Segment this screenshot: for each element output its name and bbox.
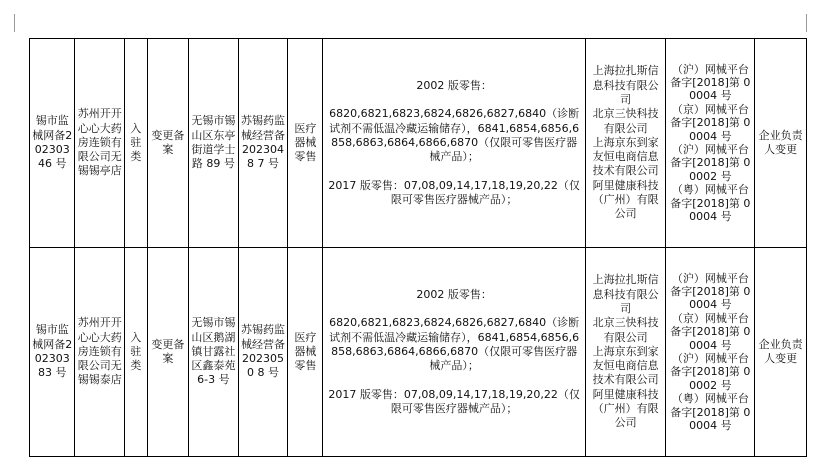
platform-record-numbers: （沪）网械平台备字[2018]第 00004 号 （京）网械平台备字[2018]第 00004 号 （沪）网械平台备字[2018]第 00002 号 （粤）网械平台备字[2018]第 00004 号 bbox=[666, 39, 755, 248]
page-corner-mark-right bbox=[806, 14, 807, 32]
business-category: 医疗器械零售 bbox=[288, 248, 323, 457]
filing-number: 锡市监械网备202303 83 号 bbox=[30, 248, 75, 457]
entry-type: 入驻类 bbox=[125, 39, 148, 248]
change-type: 变更备案 bbox=[147, 39, 188, 248]
table-row bbox=[30, 39, 807, 248]
scope-2017: 2017 版零售：07,08,09,14,17,18,19,20,22（仅限可零售医疗器械产品）； bbox=[328, 387, 580, 416]
table-row bbox=[30, 248, 807, 457]
platform-companies: 上海拉扎斯信息科技有限公司 北京三快科技有限公司 上海京东到家友恒电商信息技术有限公司 阿里健康科技（广州）有限公司 bbox=[585, 39, 666, 248]
scope-2002: 6820,6821,6823,6824,6826,6827,6840（诊断试剂不需低温冷藏运输储存），6841,6854,6856,6858,6863,6864,6866,6870（仅限可零售医疗器械产品）； bbox=[329, 316, 580, 373]
scope-heading: 2002 版零售： bbox=[416, 78, 492, 92]
page-corner-mark-left bbox=[14, 14, 15, 32]
filing-number: 锡市监械网备202303 46 号 bbox=[30, 39, 75, 248]
license-number: 苏锡药监械经营备2023050 8 号 bbox=[238, 248, 288, 457]
platform-companies: 上海拉扎斯信息科技有限公司 北京三快科技有限公司 上海京东到家友恒电商信息技术有限公司 阿里健康科技（广州）有限公司 bbox=[585, 248, 666, 457]
business-scope bbox=[323, 39, 585, 248]
scope-2002: 6820,6821,6823,6824,6826,6827,6840（诊断试剂不需低温冷藏运输储存），6841,6854,6856,6858,6863,6864,6866,6870（仅限可零售医疗器械产品）； bbox=[329, 107, 580, 164]
entry-type: 入驻类 bbox=[125, 248, 148, 457]
business-scope bbox=[323, 248, 585, 457]
change-note: 企业负责人变更 bbox=[755, 39, 807, 248]
company-name: 苏州开开心心大药房连锁有限公司无锡锡泰店 bbox=[75, 248, 125, 457]
scope-2017: 2017 版零售：07,08,09,14,17,18,19,20,22（仅限可零售医疗器械产品）； bbox=[328, 178, 580, 207]
change-type: 变更备案 bbox=[147, 248, 188, 457]
license-number: 苏锡药监械经营备2023048 7 号 bbox=[238, 39, 288, 248]
platform-record-numbers: （沪）网械平台备字[2018]第 00004 号 （京）网械平台备字[2018]第 00004 号 （沪）网械平台备字[2018]第 00002 号 （粤）网械平台备字[2018]第 00004 号 bbox=[666, 248, 755, 457]
address: 无锡市锡山区东亭街道学士路 89 号 bbox=[189, 39, 239, 248]
change-note: 企业负责人变更 bbox=[755, 248, 807, 457]
filing-table bbox=[29, 38, 807, 457]
scope-heading: 2002 版零售： bbox=[416, 287, 492, 301]
address: 无锡市锡山区鹅湖镇甘露社区鑫泰苑 6-3 号 bbox=[189, 248, 239, 457]
company-name: 苏州开开心心大药房连锁有限公司无锡锡亭店 bbox=[75, 39, 125, 248]
business-category: 医疗器械零售 bbox=[288, 39, 323, 248]
